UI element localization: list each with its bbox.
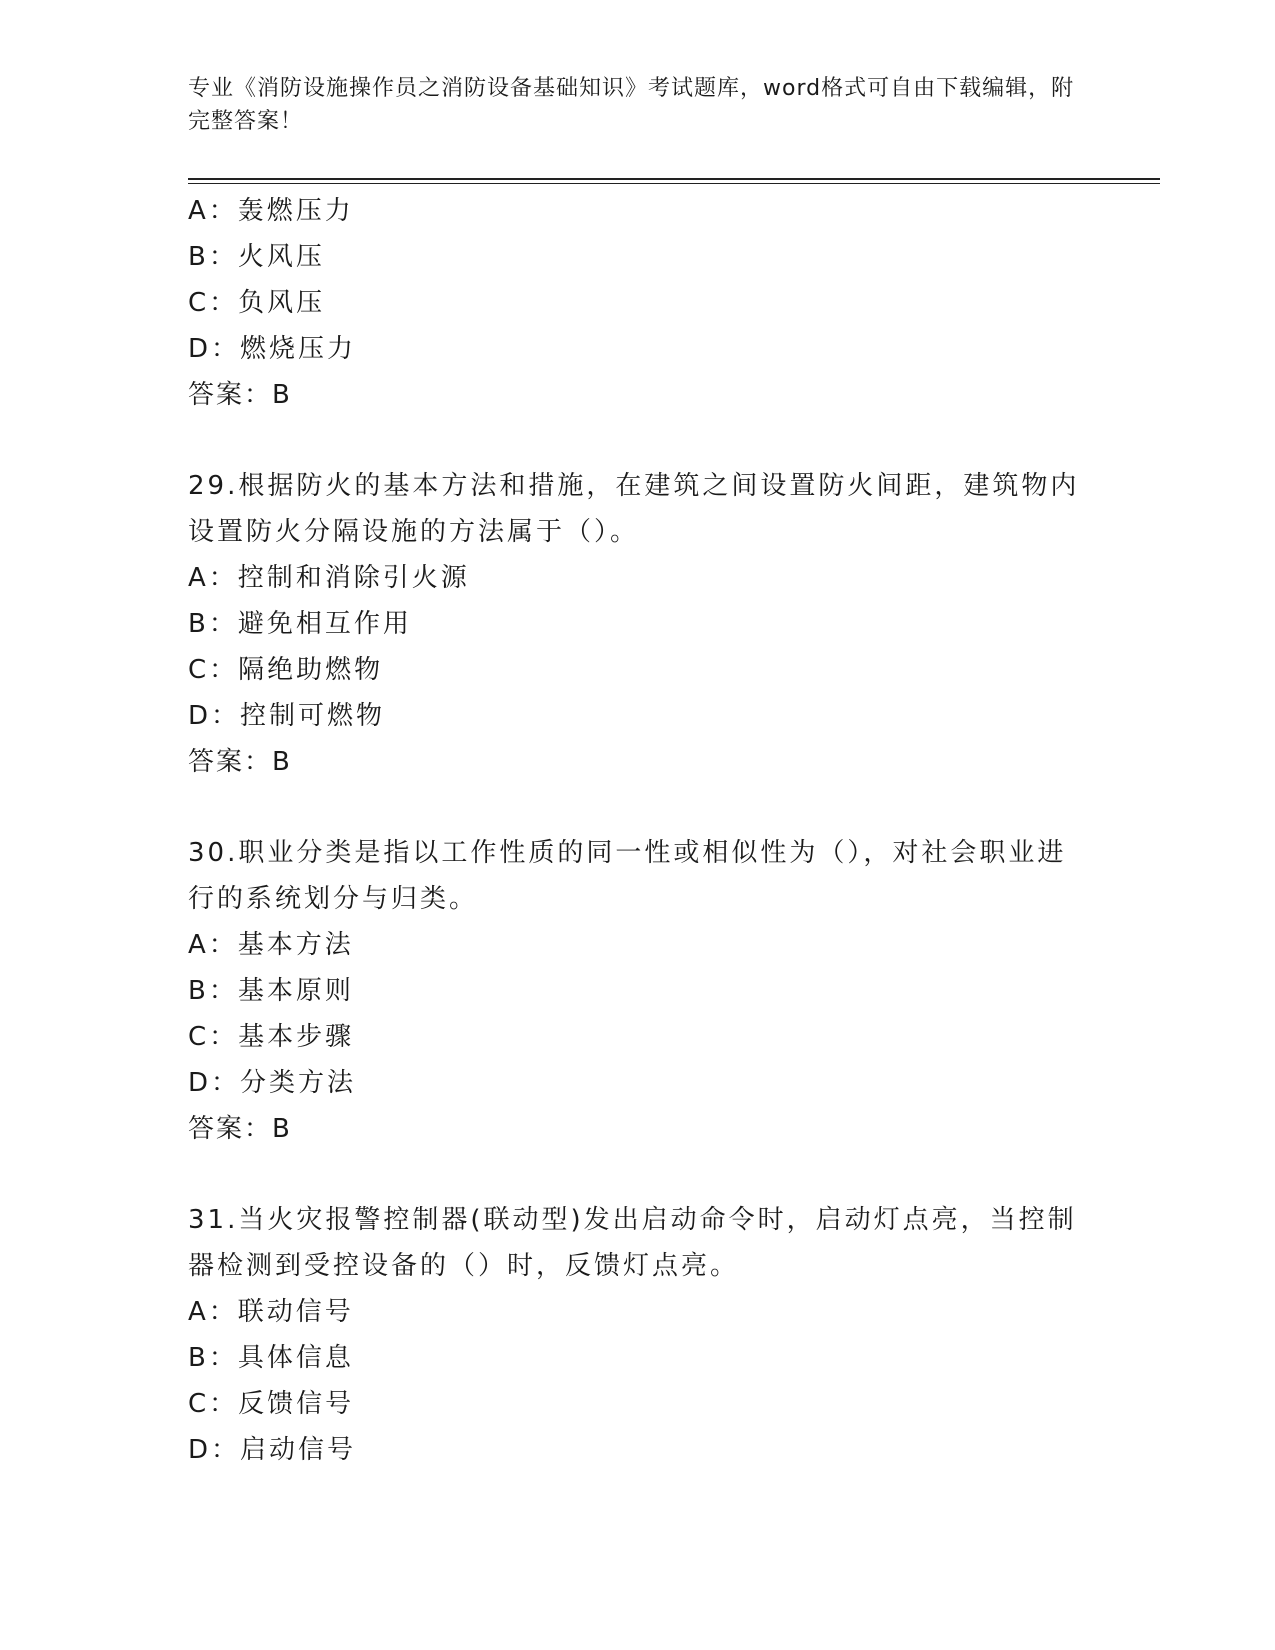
option-c: C：基本步骤: [188, 1022, 355, 1052]
option-a: A：联动信号: [188, 1297, 354, 1327]
option-a: A：轰燃压力: [188, 196, 354, 226]
option-a: A：控制和消除引火源: [188, 563, 470, 593]
document-header: 专业《消防设施操作员之消防设备基础知识》考试题库，word格式可自由下载编辑，附完整答案！: [188, 76, 1075, 134]
question-30: [188, 830, 1088, 1152]
question-stem: 30.职业分类是指以工作性质的同一性或相似性为（），对社会职业进行的系统划分与归类。: [188, 838, 1067, 914]
option-b: B：避免相互作用: [188, 609, 412, 639]
answer: 答案：B: [188, 380, 292, 410]
header-divider: [188, 178, 1160, 180]
option-b: B：基本原则: [188, 976, 354, 1006]
option-c: C：反馈信号: [188, 1389, 355, 1419]
option-c: C：隔绝助燃物: [188, 655, 384, 685]
question-list: [188, 188, 1088, 1473]
option-d: D：分类方法: [188, 1068, 357, 1098]
question-29: [188, 463, 1088, 785]
question-stem: 29.根据防火的基本方法和措施，在建筑之间设置防火间距，建筑物内设置防火分隔设施的方法属于（）。: [188, 471, 1080, 547]
question-stem: 31.当火灾报警控制器(联动型)发出启动命令时，启动灯点亮，当控制器检测到受控设备的（）时，反馈灯点亮。: [188, 1205, 1077, 1281]
option-b: B：具体信息: [188, 1343, 354, 1373]
answer: 答案：B: [188, 1114, 292, 1144]
option-d: D：燃烧压力: [188, 334, 357, 364]
header-divider-thin: [188, 183, 1160, 184]
option-d: D：启动信号: [188, 1435, 357, 1465]
option-d: D：控制可燃物: [188, 701, 386, 731]
option-a: A：基本方法: [188, 930, 354, 960]
question-31: [188, 1197, 1088, 1473]
question-28-continued: [188, 188, 1088, 418]
answer: 答案：B: [188, 747, 292, 777]
option-c: C：负风压: [188, 288, 326, 318]
option-b: B：火风压: [188, 242, 325, 272]
